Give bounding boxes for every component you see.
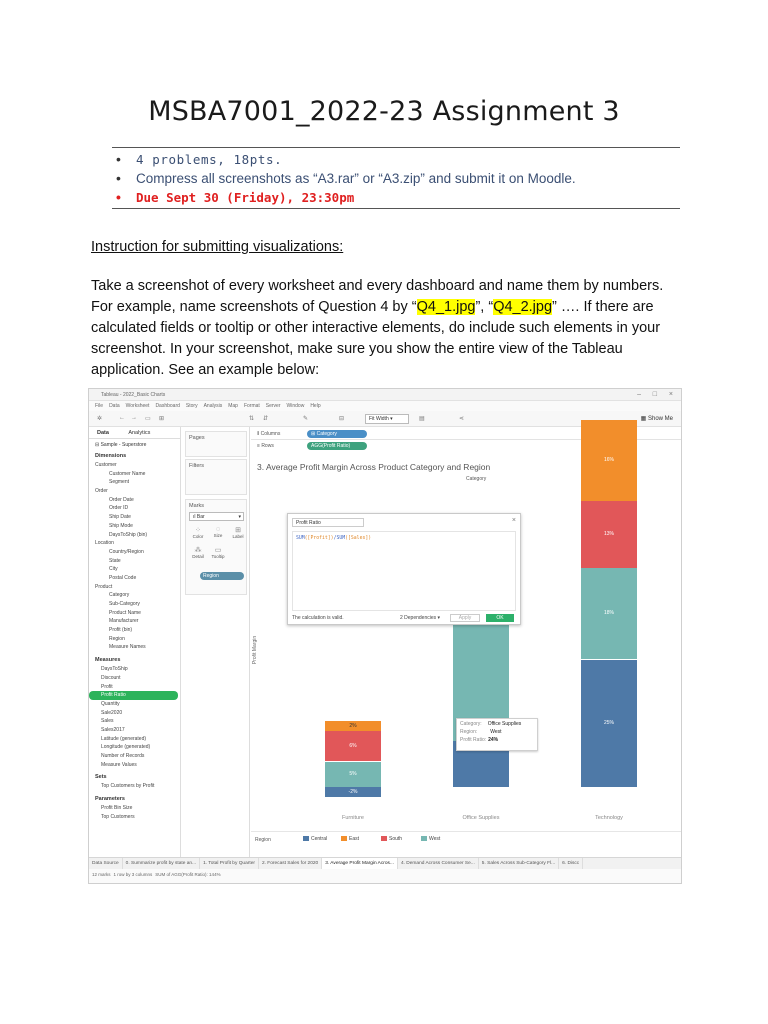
filename-highlight: Q4_1.jpg <box>416 299 476 315</box>
dependencies-dropdown: 2 Dependencies ▾ <box>400 615 441 621</box>
measure-field: Latitude (generated) <box>101 735 147 742</box>
legend-swatch <box>341 836 347 841</box>
calculation-dialog <box>287 513 521 625</box>
sheet-tab: Data Source <box>89 858 123 870</box>
highlight-icon: ✎ <box>303 416 309 422</box>
tab-analytics: Analytics <box>128 430 151 436</box>
visualization-area <box>251 451 681 857</box>
set-field: Top Customers by Profit <box>101 783 155 790</box>
data-pane <box>89 427 181 857</box>
filename-highlight: Q4_2.jpg <box>493 299 553 315</box>
share-icon: ⋖ <box>459 416 465 422</box>
bar-segment: -2% <box>325 787 381 797</box>
dimensions-heading: Dimensions <box>95 453 127 459</box>
chart-title: 3. Average Profit Margin Across Product Category and Region <box>257 462 491 472</box>
pages-card: Pages <box>185 431 247 457</box>
dimension-list <box>89 461 180 652</box>
minimize-icon: – <box>637 391 641 398</box>
legend-item: South <box>381 836 402 842</box>
legend-swatch <box>381 836 387 841</box>
group-icon: ⊟ <box>339 416 345 422</box>
set-list <box>89 782 180 791</box>
close-icon: × <box>511 517 516 524</box>
dimension-field: Profit (bin) <box>109 627 133 634</box>
data-source-name: ⊟ Sample - Superstore <box>95 442 147 448</box>
sheet-tab: 6. Discc <box>559 858 583 870</box>
status-text: SUM of AGG(Profit Ratio): 144% <box>155 872 221 877</box>
window-title: Tableau - 2022_Basic Charts <box>101 392 166 398</box>
new-data-source-icon: ⊞ <box>159 416 165 422</box>
bar-segment: 2% <box>325 721 381 731</box>
dimension-field: Customer <box>95 462 117 468</box>
category-pill: ⊞ Category <box>307 430 367 438</box>
measure-field: Number of Records <box>101 753 145 759</box>
measure-field: Measure Values <box>101 761 137 768</box>
requirements-list <box>112 150 680 207</box>
dimension-field: Customer Name <box>109 470 146 477</box>
maximize-icon: □ <box>652 391 657 398</box>
show-me-button: ▦ Show Me <box>640 416 673 422</box>
bullet-compress: • Compress all screenshots as “A3.rar” or “A3.zip” and submit it on Moodle. <box>112 169 680 188</box>
measure-field: Profit <box>101 683 113 690</box>
legend-title: Region <box>255 837 271 843</box>
measure-field: DaysToShip <box>101 666 128 673</box>
mark-type-select: ıl Bar ▾ <box>189 512 244 521</box>
measure-field: Profit Ratio <box>89 691 178 700</box>
parameter-list <box>89 804 180 821</box>
bullet-due-date: • Due Sept 30 (Friday), 23:30pm <box>112 188 680 207</box>
bar-segment: 16% <box>581 420 637 502</box>
section-heading: Instruction for submitting visualizations: <box>91 239 344 255</box>
measure-field: Quantity <box>101 700 120 707</box>
swap-icon: ⇅ <box>249 416 255 422</box>
bullet-problems: • 4 problems, 18pts. <box>112 150 680 169</box>
sheet-tabs <box>89 857 681 869</box>
sheet-tab: 4. Demand Across Consumer Se... <box>398 858 479 870</box>
legend-item: West <box>421 836 440 842</box>
dimension-field: Ship Mode <box>109 522 133 529</box>
measure-field: Sale2020 <box>101 709 123 716</box>
dimension-field: Order ID <box>109 505 129 512</box>
bar-segment: 18% <box>581 568 637 660</box>
sets-heading: Sets <box>95 774 107 781</box>
rows-shelf: ≡ Rows AGG(Profit Ratio) <box>251 441 681 452</box>
status-text: 1 row by 3 columns <box>113 872 153 877</box>
dimension-field: Manufacturer <box>109 618 139 625</box>
menu-item: Server <box>265 403 281 409</box>
measure-list <box>89 665 180 769</box>
color-legend <box>251 831 681 845</box>
dimension-field: State <box>109 557 121 564</box>
measure-field: Sales2017 <box>101 726 125 733</box>
detail-button: ⁂ Detail <box>192 547 204 559</box>
shelves-pane <box>182 427 250 857</box>
ok-button: OK <box>486 614 514 622</box>
legend-swatch <box>303 836 309 841</box>
document-title: MSBA7001_2022-23 Assignment 3 <box>148 96 620 127</box>
region-color-pill: Region <box>200 572 244 580</box>
dimension-field: Product <box>95 583 113 590</box>
sort-icon: ⇵ <box>263 416 269 422</box>
fit-select: Fit Width ▾ <box>365 414 409 424</box>
instructions-paragraph: Take a screenshot of every worksheet and every dashboard and name them by numbers. For example, name screenshots of Question 4 by “Q4_1.jpg”, “Q4_2.jpg” …. If there are calculated fields or tooltip or other interactive elements, do include such elements in your screenshot. In your screenshot, make sure you show the entire view of the Tableau application. See an example below: <box>91 278 664 378</box>
measure-field: Discount <box>101 674 121 681</box>
x-tick-label: Office Supplies <box>462 815 500 821</box>
legend-item: Central <box>303 836 327 842</box>
legend-swatch <box>421 836 427 841</box>
sheet-tab: 0. Summarize profit by state an... <box>123 858 200 870</box>
apply-button: Apply <box>450 614 480 622</box>
dimension-field: Postal Code <box>109 574 137 581</box>
label-button: ⊞ Label <box>232 527 244 539</box>
parameter-field: Top Customers <box>101 813 135 820</box>
status-text: 12 marks <box>92 872 111 877</box>
dimension-field: Ship Date <box>109 514 131 521</box>
presentation-icon: ▤ <box>419 416 425 422</box>
dimension-field: Segment <box>109 479 130 486</box>
menu-item: Data <box>109 403 120 409</box>
menu-item: Analysis <box>203 403 223 409</box>
x-tick-label: Technology <box>595 815 623 821</box>
save-icon: ▭ <box>145 416 151 422</box>
x-tick-label: Furniture <box>341 815 364 821</box>
menu-item: Format <box>243 403 260 409</box>
calc-status: The calculation is valid. <box>292 615 344 621</box>
marks-card: Marks ıl Bar ▾ ⁘ Color ◌ Size ⊞ Label ⁂ Detail ▭ Tooltip Region <box>185 499 247 595</box>
sheet-tab: 1. Total Profit by Quarter <box>200 858 259 870</box>
measures-heading: Measures <box>95 657 121 664</box>
columns-shelf: ⦀ Columns ⊞ Category <box>251 429 681 440</box>
sheet-tab: 2. Forecast Sales for 2020 <box>259 858 322 870</box>
profit-ratio-pill: AGG(Profit Ratio) <box>307 442 367 450</box>
status-bar <box>89 869 681 883</box>
dimension-field: Measure Names <box>109 644 146 651</box>
legend-item: East <box>341 836 359 842</box>
column-header: Category <box>466 476 487 482</box>
measure-field: Sales <box>101 718 114 725</box>
dimension-field: Country/Region <box>109 548 144 555</box>
menu-item: Dashboard <box>155 403 180 409</box>
bar-segment: 13% <box>581 501 637 567</box>
redo-icon: → <box>131 415 137 421</box>
tooltip-button: ▭ Tooltip <box>211 547 225 559</box>
dimension-field: Order Date <box>109 496 134 503</box>
color-button: ⁘ Color <box>192 527 204 539</box>
menu-item: Help <box>310 403 321 409</box>
menu-item: Map <box>228 403 238 409</box>
formula-editor: SUM([Profit])/SUM([Sales]) <box>292 531 516 611</box>
dimension-field: Order <box>95 488 108 495</box>
close-icon: × <box>668 391 673 398</box>
calc-name-field: Profit Ratio <box>292 518 364 527</box>
sheet-tab: 3. Average Profit Margin Acros... <box>322 858 398 870</box>
size-button: ◌ Size <box>213 526 223 538</box>
menu-item: Story <box>185 403 198 409</box>
title-rule-top <box>112 147 680 148</box>
y-axis-label: Profit Margin <box>252 635 259 665</box>
tableau-title-bar <box>89 389 681 401</box>
dimension-field: City <box>109 566 118 573</box>
dimension-field: DaysToShip (bin) <box>109 531 148 538</box>
mark-tooltip: Category: Office Supplies Region: West Profit Ratio: 24% <box>456 718 538 751</box>
menu-item: File <box>95 403 104 409</box>
parameter-field: Profit Bin Size <box>101 805 133 812</box>
dimension-field: Sub-Category <box>109 601 140 607</box>
tab-data: Data <box>97 430 109 436</box>
tableau-logo-icon: ✲ <box>97 416 103 422</box>
tableau-screenshot <box>88 388 682 884</box>
sheet-tab: 5. Sales Across Sub-Category Fl... <box>479 858 559 870</box>
parameters-heading: Parameters <box>95 796 125 803</box>
bar-segment: 6% <box>325 731 381 762</box>
menu-item: Window <box>286 403 305 409</box>
measure-field: Longitude (generated) <box>101 744 151 751</box>
undo-icon: ← <box>119 415 125 421</box>
dimension-field: Region <box>109 635 125 642</box>
bar-segment: 5% <box>325 762 381 788</box>
dimension-field: Category <box>109 592 130 599</box>
dimension-field: Product Name <box>109 609 141 616</box>
tableau-menu-bar <box>89 401 681 411</box>
menu-item: Worksheet <box>125 403 150 409</box>
dimension-field: Location <box>95 540 114 547</box>
title-rule-bottom <box>112 208 680 209</box>
bar-segment: 25% <box>581 660 637 788</box>
filters-card: Filters <box>185 459 247 495</box>
